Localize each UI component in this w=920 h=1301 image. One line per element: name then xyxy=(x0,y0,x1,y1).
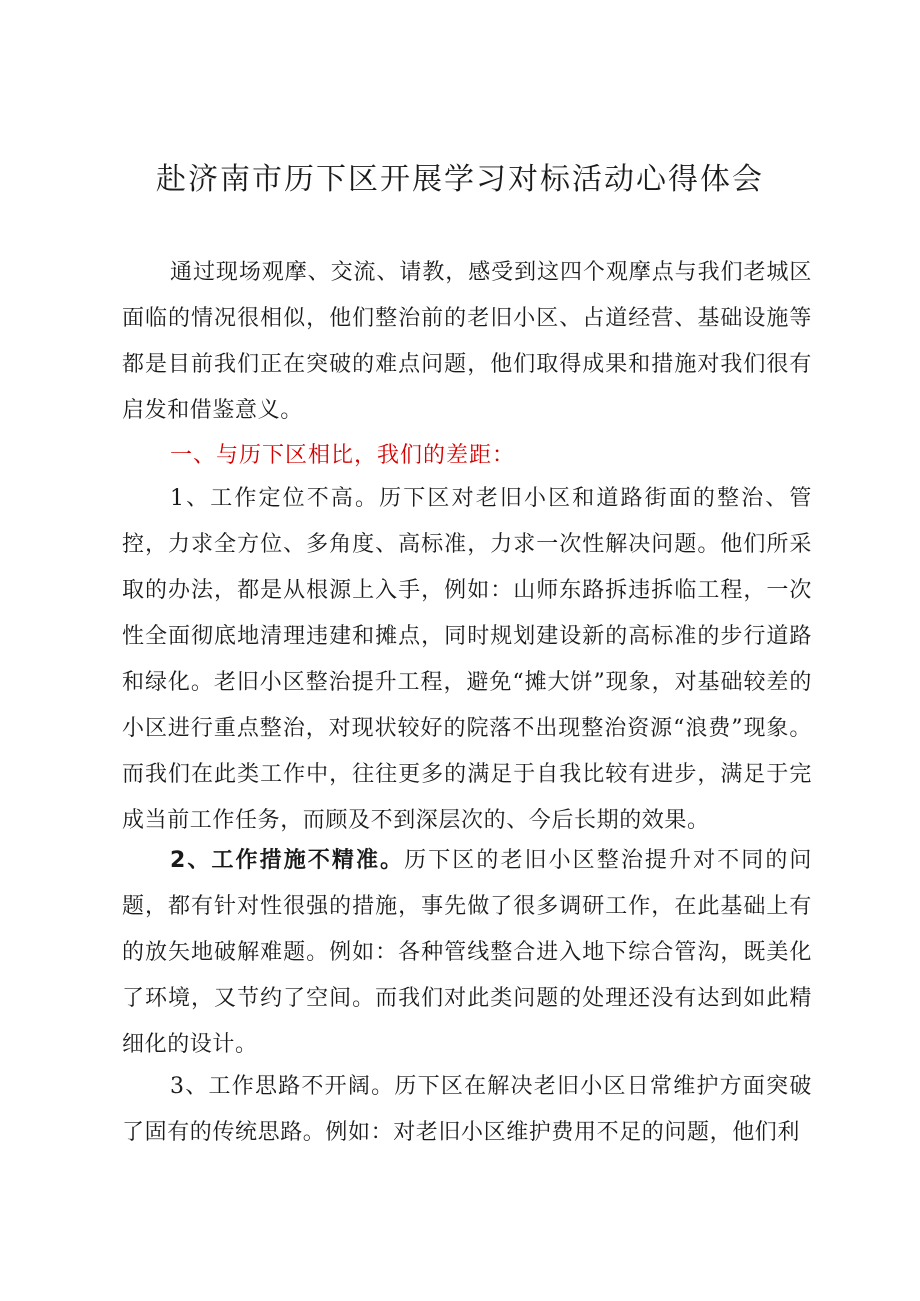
item-3-block xyxy=(122,1064,812,1156)
intro-paragraph: 通过现场观摩、交流、请教，感受到这四个观摩点与我们老城区面临的情况很相似，他们整治前的老旧小区、占道经营、基础设施等都是目前我们正在突破的难点问题，他们取得成果和措施对我们很有启发和借鉴意义。 xyxy=(122,260,812,423)
section-heading: 一、与历下区相比，我们的差距： xyxy=(170,443,516,468)
item-1-paragraph: 1、工作定位不高。历下区对老旧小区和道路街面的整治、管控，力求全方位、多角度、高标准，力求一次性解决问题。他们所采取的办法，都是从根源上入手，例如：山师东路拆违拆临工程，一次性全面彻底地清理违建和摊点，同时规划建设新的高标准的步行道路和绿化。老旧小区整治提升工程，避免“摊大饼”现象，对基础较差的小区进行重点整治，对现状较好的院落不出现整治资源“浪费”现象。而我们在此类工作中，往往更多的满足于自我比较有进步，满足于完成当前工作任务，而顾及不到深层次的、今后长期的效果。 xyxy=(122,486,812,833)
item-2-block xyxy=(122,838,812,1068)
item-2-lead: 2、工作措施不精准。 xyxy=(170,848,405,873)
item-2-paragraph xyxy=(122,838,812,1068)
document-title: 赴济南市历下区开展学习对标活动心得体会 xyxy=(156,162,764,197)
item-3-paragraph: 3、工作思路不开阔。历下区在解决老旧小区日常维护方面突破了固有的传统思路。例如：对老旧小区维护费用不足的问题，他们利 xyxy=(122,1074,812,1145)
intro-block xyxy=(122,250,812,434)
item-1-block xyxy=(122,476,812,844)
item-2-text: 历下区的老旧小区整治提升对不同的问题，都有针对性很强的措施，事先做了很多调研工作，在此基础上有的放矢地破解难题。例如：各种管线整合进入地下综合管沟，既美化了环境，又节约了空间。而我们对此类问题的处理还没有达到如此精细化的设计。 xyxy=(122,848,813,1057)
